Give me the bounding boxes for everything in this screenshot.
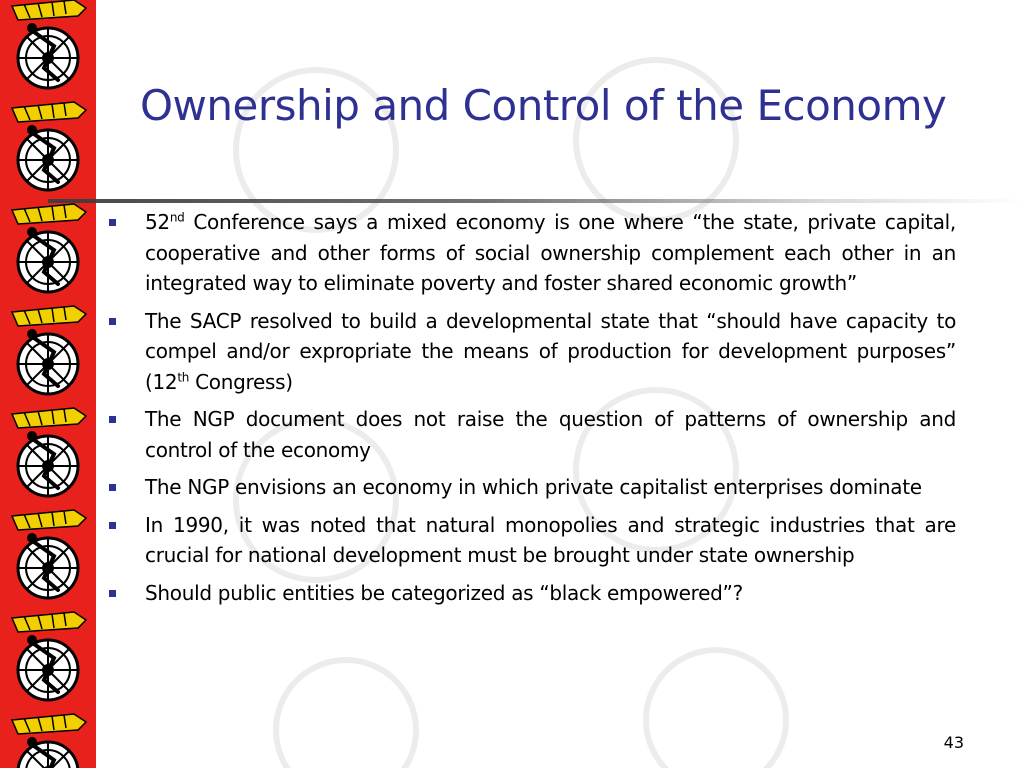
union-logo-icon	[4, 202, 92, 302]
bullet-text: In 1990, it was noted that natural monopolies and strategic industries that are crucial for national development must be brought under state ownership	[145, 512, 956, 567]
union-logo-icon	[4, 712, 92, 768]
bullet-text: The NGP envisions an economy in which private capitalist enterprises dominate	[145, 475, 922, 499]
square-bullet-icon	[109, 484, 116, 491]
square-bullet-icon	[109, 416, 116, 423]
bullet-list	[105, 207, 956, 615]
square-bullet-icon	[109, 590, 116, 597]
union-logo-icon	[4, 100, 92, 200]
union-logo-icon	[4, 406, 92, 506]
bullet-item	[105, 510, 956, 571]
bullet-text: Conference says a mixed economy is one where “the state, private capital, cooperative and other forms of social ownership complement each other in an integrated way to eliminate poverty and foster shared economic growth”	[145, 210, 956, 295]
logo-band	[0, 0, 96, 768]
union-logo-icon	[4, 508, 92, 608]
slide-title: Ownership and Control of the Economy	[140, 81, 947, 130]
bullet-item	[105, 404, 956, 465]
slide-number: 43	[943, 733, 964, 752]
bullet-text: Should public entities be categorized as “black empowered”?	[145, 580, 743, 605]
square-bullet-icon	[109, 522, 116, 529]
title-divider	[48, 199, 1024, 203]
bullet-text: The SACP resolved to build a developmental state that “should have capacity to compel and/or expropriate the means of production for development purposes” (12	[145, 308, 956, 394]
union-logo-icon	[4, 610, 92, 710]
union-logo-icon	[4, 0, 92, 98]
bullet-text: The NGP document does not raise the question of patterns of ownership and control of the economy	[145, 407, 956, 462]
union-logo-icon	[4, 304, 92, 404]
bullet-superscript: nd	[169, 210, 185, 225]
bullet-item	[105, 306, 956, 398]
bullet-item	[105, 578, 956, 609]
square-bullet-icon	[109, 318, 116, 325]
bullet-lead: 52	[145, 210, 170, 234]
square-bullet-icon	[109, 219, 116, 226]
bullet-superscript: th	[177, 369, 190, 384]
bullet-tail: Congress)	[189, 369, 293, 394]
bullet-item	[105, 207, 956, 299]
bullet-item	[105, 472, 956, 503]
